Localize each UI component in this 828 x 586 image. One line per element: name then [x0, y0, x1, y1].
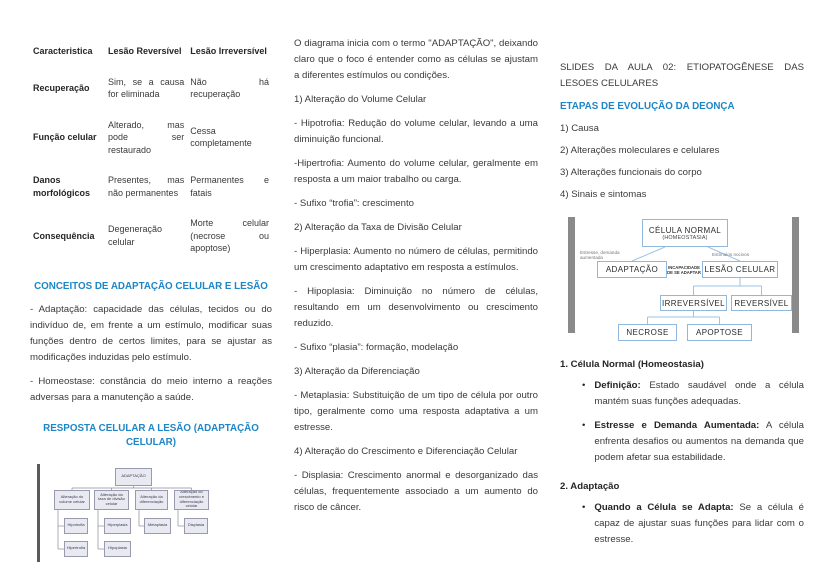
table-cell: Cessa completamente: [190, 125, 252, 149]
slides-title: SLIDES DA AULA 02: ETIOPATOGÊNESE DAS LESOES CELULARES: [560, 62, 804, 89]
paragraph: - Sufixo “trofia”: crescimento: [294, 198, 414, 209]
edge-label-estresse: Estresse, demanda aumentada: [580, 250, 620, 261]
bullet-marker: •: [582, 420, 586, 431]
paragraph: O diagrama inicia com o termo "ADAPTAÇÃO", deixando claro que o foco é entender como as células se ajustam a diferentes estímulos ou condições.: [294, 38, 538, 81]
table-cell: Permanentes e fatais: [190, 175, 269, 198]
table-header-cell: Lesão Irreversível: [190, 46, 267, 56]
image-edge-bar-right: [792, 217, 799, 333]
table-cell: Recuperação: [33, 82, 90, 93]
paragraph: - Hipoplasia: Diminuição no número de células, resultando em um desenvolvimento ou crescimento reduzido.: [294, 286, 538, 329]
table-row: [30, 208, 272, 264]
table-cell: Sim, se a causa for eliminada: [108, 76, 185, 99]
table-cell: Consequência: [33, 230, 95, 241]
bullet-item: [560, 500, 804, 548]
table-row: [30, 67, 272, 110]
adaptacao-orgchart: [30, 462, 270, 574]
orgchart-branch-box: Alteração do volume celular: [54, 490, 90, 510]
table-cell: Degeneração celular: [108, 224, 163, 247]
column-2: [294, 36, 538, 574]
orgchart-branch-box: Alteração da diferenciação: [135, 490, 168, 510]
table-cell: Danos morfológicos: [33, 175, 91, 198]
paragraph: - Sufixo “plasia”: formação, modelação: [294, 342, 459, 353]
section-title-celula-normal: 1. Célula Normal (Homeostasia): [560, 359, 704, 370]
table-header-row: [30, 36, 272, 67]
paragraph: 4) Alteração do Crescimento e Diferenciação Celular: [294, 446, 518, 457]
paragraph: -Hipertrofia: Aumento do volume celular, geralmente em resposta a um maior trabalho ou carga.: [294, 158, 538, 185]
paragraph: 1) Alteração do Volume Celular: [294, 94, 427, 105]
bullet-lead: Definição:: [594, 380, 641, 391]
bullet-rest: A célula enfrenta desafios ou aumentos na demanda que podem afetar sua estabilidade.: [594, 420, 804, 463]
table-header-cell: Lesão Reversível: [108, 46, 182, 56]
flowchart-box-apoptose: APOPTOSE: [687, 324, 752, 341]
paragraph-adaptacao: - Adaptação: capacidade das células, tecidos ou do indivíduo de, em frente a um estímulo, modificar suas funções dentro de certos limites, para se ajustar as modificações induzidas pelo estímulo.: [30, 303, 272, 363]
flowchart-box-lesao-celular: LESÃO CELULAR: [702, 261, 778, 278]
column-3: [560, 36, 804, 574]
paragraph: - Hipotrofia: Redução do volume celular, levando a uma diminuição funcional.: [294, 118, 538, 145]
bullet-text: [594, 418, 804, 466]
bullet-item: [560, 378, 804, 410]
bullet-marker: •: [582, 502, 586, 513]
edge-label-estimulos: Estímulos nocivos: [712, 252, 750, 257]
orgchart-child-box: Displasia: [184, 518, 208, 534]
bullet-item: [560, 418, 804, 466]
image-edge-bar-left: [568, 217, 575, 333]
table-row: [30, 165, 272, 208]
table-cell: Presentes, mas não permanentes: [108, 175, 185, 198]
orgchart-child-box: Hipertrofia: [64, 541, 88, 557]
bullet-lead: Estresse e Demanda Aumentada:: [594, 420, 760, 431]
table-cell: Alterado, mas pode ser restaurado: [108, 119, 185, 155]
heading-etapas: ETAPAS DE EVOLUÇÃO DA DEONÇA: [560, 101, 735, 112]
celula-normal-flowchart: [560, 214, 804, 346]
paragraph: - Displasia: Crescimento anormal e desorganizado das células, frequentemente associado a um aumento do risco de câncer.: [294, 470, 538, 513]
column-1: [30, 36, 272, 574]
flowchart-box-adaptacao: ADAPTAÇÃO: [597, 261, 667, 278]
orgchart-child-box: Metaplasia: [144, 518, 171, 534]
table-cell: Não há recuperação: [190, 76, 269, 99]
section-title-adaptacao: 2. Adaptação: [560, 481, 620, 492]
bullet-text: [594, 378, 804, 410]
table-cell: Morte celular (necrose ou apoptose): [190, 218, 269, 253]
step-item: 2) Alterações moleculares e celulares: [560, 145, 720, 156]
image-edge-bar: [37, 464, 40, 562]
bullet-rest: Se a célula é capaz de ajustar suas funções para lidar com o estresse.: [594, 502, 804, 545]
bullet-marker: •: [582, 380, 586, 391]
heading-conceitos: CONCEITOS DE ADAPTAÇÃO CELULAR E LESÃO: [34, 280, 268, 292]
flowchart-box-title: CÉLULA NORMAL: [648, 225, 722, 235]
flowchart-box-reversivel: REVERSÍVEL: [731, 295, 792, 311]
paragraph: 3) Alteração da Diferenciação: [294, 366, 420, 377]
step-item: 4) Sinais e sintomas: [560, 189, 647, 200]
bullet-rest: Estado saudável onde a célula mantém suas funções adequadas.: [594, 380, 804, 407]
orgchart-child-box: Hiperplasia: [104, 518, 131, 534]
step-item: 1) Causa: [560, 123, 599, 134]
flowchart-box-irreversivel: IRREVERSÍVEL: [660, 295, 727, 311]
flowchart-box-celula-normal: [642, 219, 728, 247]
orgchart-root-box: ADAPTAÇÃO: [115, 468, 152, 486]
bullet-text: [594, 500, 804, 548]
orgchart-branch-box: Alteração da taxa de divisão celular: [94, 490, 129, 510]
flowchart-box-necrose: NECROSE: [618, 324, 677, 341]
step-item: 3) Alterações funcionais do corpo: [560, 167, 702, 178]
orgchart-branch-box: Alteração do crescimento e diferenciação celular: [174, 490, 209, 510]
paragraph: - Metaplasia: Substituição de um tipo de célula por outro tipo, geralmente como uma resposta adaptativa a um estresse.: [294, 390, 538, 433]
comparison-table: [30, 36, 272, 264]
heading-resposta: RESPOSTA CELULAR A LESÃO (ADAPTAÇÃO CELULAR): [43, 422, 259, 448]
orgchart-child-box: Hipotrofia: [64, 518, 88, 534]
flowchart-box-subtitle: (HOMEOSTASIA): [662, 234, 708, 241]
orgchart-child-box: Hipoplasia: [104, 541, 131, 557]
paragraph: 2) Alteração da Taxa de Divisão Celular: [294, 222, 462, 233]
table-row: [30, 110, 272, 166]
table-header-cell: Caracteristica: [33, 46, 93, 56]
bullet-lead: Quando a Célula se Adapta:: [594, 502, 734, 513]
paragraph-homeostase: - Homeostase: constância do meio interno a reações adversas para a manutenção a saúde.: [30, 375, 272, 403]
label-incapacidade: INCAPACIDADE DE SE ADAPTAR: [667, 265, 701, 276]
paragraph: - Hiperplasia: Aumento no número de células, permitindo um crescimento adaptativo em resposta a estímulos.: [294, 246, 538, 273]
table-cell: Função celular: [33, 132, 97, 142]
